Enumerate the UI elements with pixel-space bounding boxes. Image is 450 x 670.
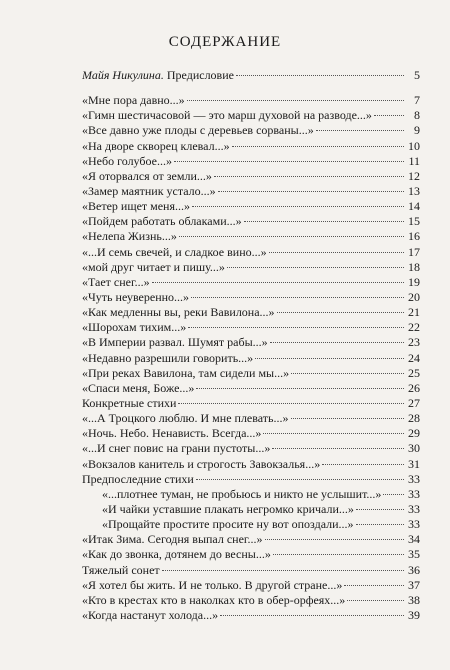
dot-leader	[356, 524, 404, 525]
toc-entry-text: Тяжелый сонет	[82, 562, 160, 577]
toc-entry	[82, 108, 420, 123]
toc-entry-text: «Замер маятник устало...»	[82, 183, 216, 198]
toc-page-number: 30	[408, 441, 420, 456]
toc-page-number: 33	[408, 486, 420, 501]
toc-entry-text: «Как до звонка, дотянем до весны...»	[82, 547, 271, 562]
toc-entry-text: «мой друг читает и пишу...»	[82, 259, 225, 274]
toc-entries	[82, 93, 420, 623]
dot-leader	[174, 161, 404, 162]
dot-leader	[178, 403, 404, 404]
toc-entry	[82, 578, 420, 593]
toc-page-number: 28	[408, 411, 420, 426]
toc-entry	[82, 593, 420, 608]
dot-leader	[255, 358, 404, 359]
toc-page-number: 38	[408, 592, 420, 607]
toc-entry	[82, 139, 420, 154]
toc-page-number: 7	[414, 93, 420, 108]
dot-leader	[179, 236, 404, 237]
toc-entry	[82, 260, 420, 275]
toc-entry	[82, 457, 420, 472]
toc-entry-text: «Как медленны вы, реки Вавилона...»	[82, 305, 275, 320]
toc-entry	[82, 320, 420, 335]
toc-entry	[82, 502, 420, 517]
dot-leader	[162, 570, 404, 571]
toc-entry	[82, 441, 420, 456]
dot-leader	[347, 600, 404, 601]
toc-entry-text: «Спаси меня, Боже...»	[82, 380, 195, 395]
toc-entry-text: «Я хотел бы жить. И не только. В другой стране...»	[82, 577, 343, 592]
toc-entry	[82, 426, 420, 441]
toc-entry	[82, 93, 420, 108]
toc-entry-text: «Тает снег...»	[82, 274, 150, 289]
toc-entry-text: «Итак Зима. Сегодня выпал снег...»	[82, 532, 263, 547]
dot-leader	[291, 418, 404, 419]
dot-leader	[322, 464, 404, 465]
toc-entry	[82, 411, 420, 426]
toc-entry-text: «Ночь. Небо. Ненависть. Всегда...»	[82, 426, 262, 441]
dot-leader	[196, 479, 404, 480]
toc-entry	[82, 245, 420, 260]
toc-page-number: 33	[408, 501, 420, 516]
dot-leader	[192, 206, 404, 207]
toc-entry	[82, 532, 420, 547]
toc-entry-text: «Гимн шестичасовой — это марш духовой на разводе...»	[82, 108, 372, 123]
toc-entry	[82, 229, 420, 244]
toc-page-number: 29	[408, 426, 420, 441]
toc-entry	[82, 169, 420, 184]
dot-leader	[374, 115, 404, 116]
toc-entry	[82, 608, 420, 623]
dot-leader	[263, 433, 404, 434]
toc-page-number: 12	[408, 168, 420, 183]
toc-entry-text: «Ветер ищет меня...»	[82, 199, 190, 214]
toc-page-number: 35	[408, 547, 420, 562]
toc-entry	[82, 199, 420, 214]
toc-page-number: 31	[408, 456, 420, 471]
toc-entry	[82, 351, 420, 366]
toc-entry-text: «...А Троцкого люблю. И мне плевать...»	[82, 411, 289, 426]
toc-entry	[82, 154, 420, 169]
toc-entry-text: «При реках Вавилона, там сидели мы...»	[82, 365, 290, 380]
dot-leader	[218, 191, 404, 192]
toc-entry-text: «Небо голубое...»	[82, 153, 172, 168]
toc-entry-preface	[82, 68, 420, 83]
toc-entry-text: «Мне пора давно...»	[82, 93, 185, 108]
dot-leader	[316, 130, 404, 131]
toc-page-number: 27	[408, 395, 420, 410]
toc-page-number: 20	[408, 289, 420, 304]
toc-entry	[82, 275, 420, 290]
toc-entry	[82, 487, 420, 502]
dot-leader	[291, 373, 404, 374]
toc-page-number: 33	[408, 517, 420, 532]
toc-entry-text: «И чайки уставшие плакать негромко кричали...»	[102, 501, 354, 516]
dot-leader	[265, 539, 405, 540]
toc-entry-text: «Пойдем работать облаками...»	[82, 214, 242, 229]
toc-entry-text: «Когда настанут холода...»	[82, 607, 219, 622]
toc-page-number: 25	[408, 365, 420, 380]
toc-page-number: 14	[408, 199, 420, 214]
toc-entry	[82, 290, 420, 305]
dot-leader	[236, 75, 404, 76]
toc-page-number: 22	[408, 320, 420, 335]
toc-entry	[82, 381, 420, 396]
toc-entry-text: «Нелепа Жизнь...»	[82, 229, 177, 244]
toc-page-number: 37	[408, 577, 420, 592]
toc-entry-text: «Прощайте простите просите ну вот опоздали...»	[102, 517, 354, 532]
toc-page-number: 39	[408, 607, 420, 622]
dot-leader	[244, 221, 404, 222]
toc-page-number: 19	[408, 274, 420, 289]
dot-leader	[273, 554, 404, 555]
toc-entry	[82, 517, 420, 532]
toc-entry	[82, 366, 420, 381]
toc-entry	[82, 184, 420, 199]
toc-page-number: 10	[408, 138, 420, 153]
toc-entry-text	[82, 68, 234, 83]
dot-leader	[152, 282, 404, 283]
toc-entry-text: «На дворе скворец клевал...»	[82, 138, 230, 153]
dot-leader	[227, 267, 404, 268]
toc-page-number: 9	[414, 123, 420, 138]
toc-entry-text: «...И снег повис на грани пустоты...»	[82, 441, 271, 456]
toc-page-number: 26	[408, 380, 420, 395]
toc-entry	[82, 563, 420, 578]
preface-title: Предисловие	[163, 68, 234, 82]
preface-author: Майя Никулина.	[82, 68, 164, 82]
dot-leader	[383, 494, 404, 495]
toc-page-number: 36	[408, 562, 420, 577]
dot-leader	[232, 146, 404, 147]
toc-entry-text: Конкретные стихи	[82, 395, 177, 410]
toc-page-number: 17	[408, 244, 420, 259]
toc-entry	[82, 335, 420, 350]
toc-entry	[82, 123, 420, 138]
dot-leader	[270, 342, 404, 343]
toc-page-number: 33	[408, 471, 420, 486]
page-title: СОДЕРЖАНИЕ	[168, 34, 282, 50]
toc-entry	[82, 472, 420, 487]
dot-leader	[191, 297, 404, 298]
dot-leader	[356, 509, 404, 510]
toc-page-number: 13	[408, 183, 420, 198]
toc-entry	[82, 547, 420, 562]
toc-entry-text: «В Империи развал. Шумят рабы...»	[82, 335, 268, 350]
toc-entry-text: «Все давно уже плоды с деревьев сорваны...»	[82, 123, 314, 138]
toc-page-number: 34	[408, 532, 420, 547]
toc-entry-text: Предпоследние стихи	[82, 471, 194, 486]
dot-leader	[188, 327, 404, 328]
dot-leader	[220, 615, 404, 616]
dot-leader	[277, 312, 404, 313]
toc-entry-text: «Чуть неуверенно...»	[82, 289, 190, 304]
toc-page-number: 16	[408, 229, 420, 244]
toc-entry-text: «Шорохам тихим...»	[82, 320, 187, 335]
toc-page-number: 11	[408, 153, 420, 168]
toc-entry-text: «...плотнее туман, не пробьюсь и никто не услышит...»	[102, 486, 382, 501]
toc-entry-text: «...И семь свечей, и сладкое вино...»	[82, 244, 267, 259]
toc-entry	[82, 214, 420, 229]
toc-page-number: 15	[408, 214, 420, 229]
dot-leader	[272, 448, 404, 449]
toc-page-number: 18	[408, 259, 420, 274]
toc-entry-text: «Недавно разрешили говорить...»	[82, 350, 254, 365]
table-of-contents	[82, 68, 420, 623]
toc-page-number: 24	[408, 350, 420, 365]
dot-leader	[187, 100, 404, 101]
dot-leader	[269, 252, 404, 253]
dot-leader	[214, 176, 404, 177]
toc-entry-text: «Вокзалов канитель и строгость Завокзалья...»	[82, 456, 321, 471]
toc-page-number: 8	[414, 108, 420, 123]
toc-page-number: 23	[408, 335, 420, 350]
toc-entry	[82, 396, 420, 411]
toc-entry-text: «Я оторвался от земли...»	[82, 168, 212, 183]
toc-entry-text: «Кто в крестах кто в наколках кто в обер-орфеях...»	[82, 592, 346, 607]
toc-page-number: 5	[414, 68, 420, 82]
toc-page-number: 21	[408, 305, 420, 320]
toc-entry	[82, 305, 420, 320]
dot-leader	[344, 585, 404, 586]
dot-leader	[196, 388, 404, 389]
